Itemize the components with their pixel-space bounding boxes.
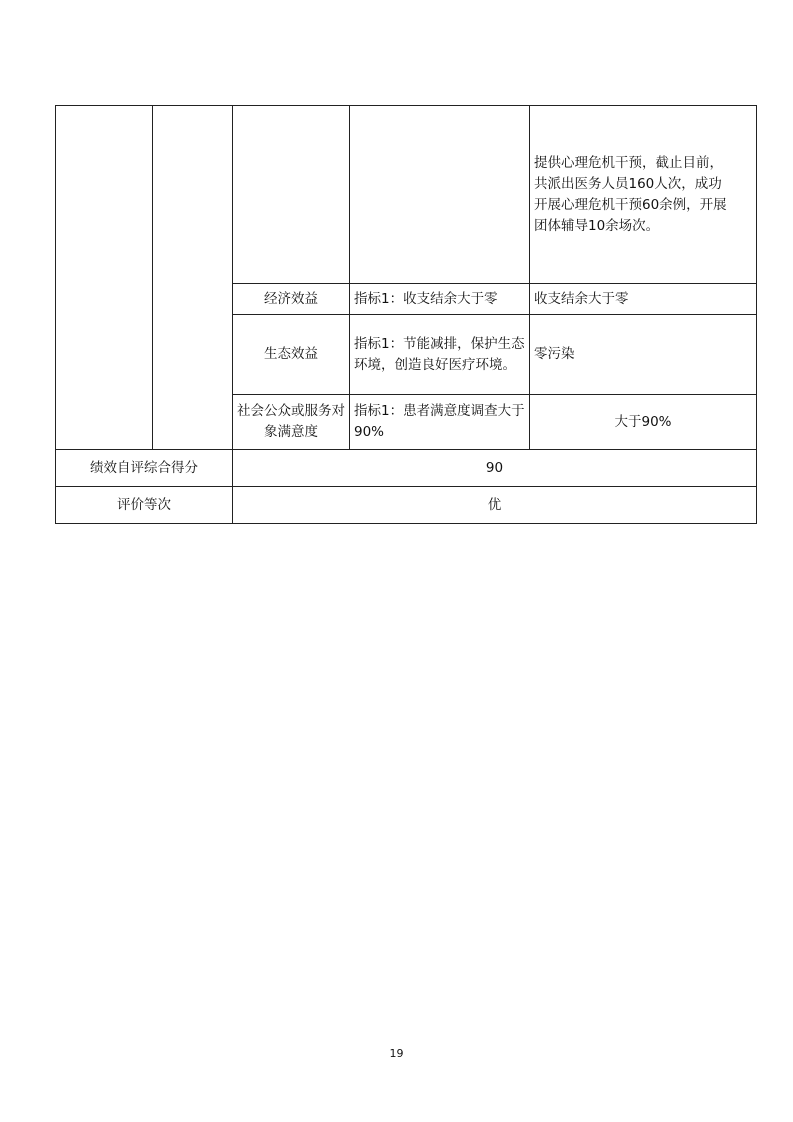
category-cell [153, 106, 233, 450]
narrative-line: 共派出医务人员160人次，成功 [534, 175, 722, 192]
grade-value: 优 [233, 487, 757, 524]
tertiary-indicator-cell [350, 106, 530, 284]
completion-narrative-cell [530, 106, 757, 284]
completion-cell: 零污染 [530, 315, 757, 395]
page-number: 19 [389, 1047, 404, 1060]
completion-cell: 大于90% [530, 395, 757, 450]
table-row [56, 106, 757, 284]
primary-indicator-cell [56, 106, 153, 450]
tertiary-indicator-cell: 指标1：患者满意度调查大于90% [350, 395, 530, 450]
secondary-indicator-cell: 生态效益 [233, 315, 350, 395]
score-row [56, 450, 757, 487]
narrative-line: 团体辅导10余场次。 [534, 217, 660, 234]
grade-label: 评价等次 [56, 487, 233, 524]
secondary-indicator-cell: 社会公众或服务对象满意度 [233, 395, 350, 450]
secondary-indicator-cell: 经济效益 [233, 284, 350, 315]
completion-cell: 收支结余大于零 [530, 284, 757, 315]
tertiary-indicator-cell: 指标1：收支结余大于零 [350, 284, 530, 315]
grade-row [56, 487, 757, 524]
performance-evaluation-table [55, 105, 757, 524]
narrative-line: 提供心理危机干预，截止目前， [534, 154, 723, 171]
narrative-line: 开展心理危机干预60余例，开展 [534, 196, 727, 213]
score-value: 90 [233, 450, 757, 487]
secondary-indicator-cell [233, 106, 350, 284]
tertiary-indicator-cell: 指标1：节能减排，保护生态环境，创造良好医疗环境。 [350, 315, 530, 395]
score-label: 绩效自评综合得分 [56, 450, 233, 487]
